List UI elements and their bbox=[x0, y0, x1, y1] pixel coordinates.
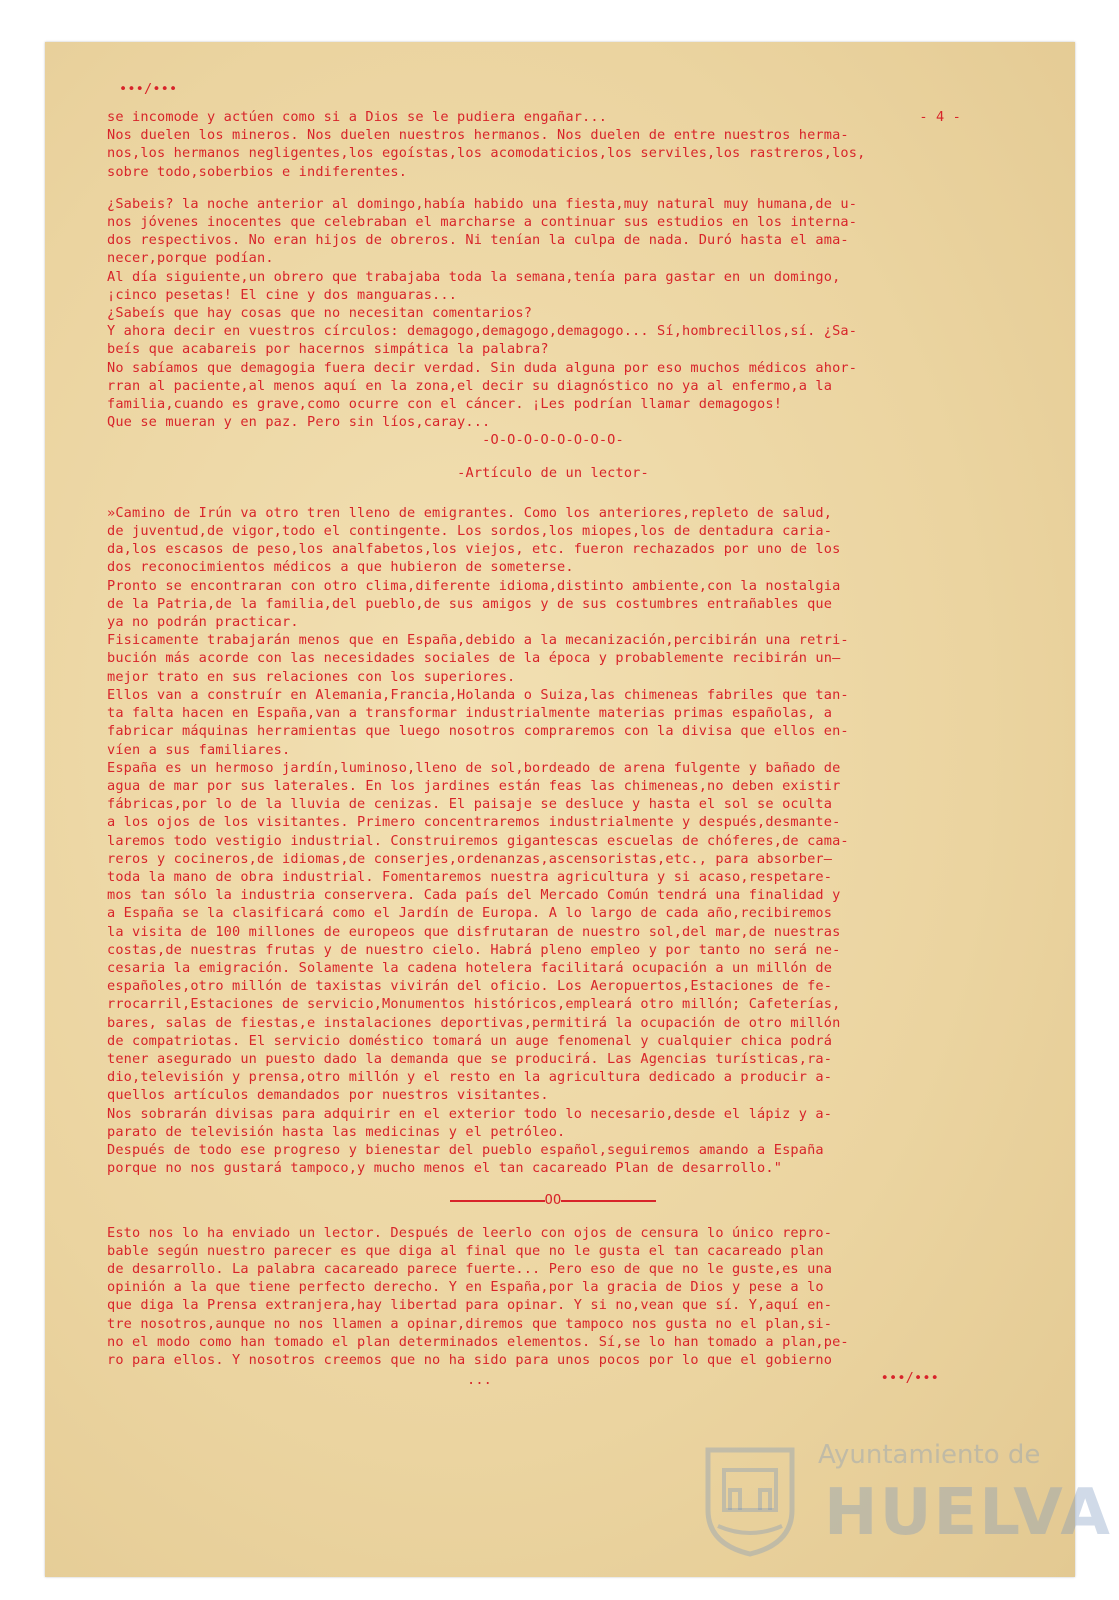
text-line: Al día siguiente,un obrero que trabajaba toda la semana,tenía para gastar en un domingo, bbox=[107, 268, 841, 285]
text-line: da,los escasos de peso,los analfabetos,los viejos, etc. fueron rechazados por uno de los bbox=[107, 541, 841, 558]
text-line: cesaria la emigración. Solamente la cadena hotelera facilitará ocupación a un millón de bbox=[107, 959, 833, 976]
text-line: tre nosotros,aunque no nos llamen a opinar,diremos que tampoco nos gusta no el plan,si- bbox=[107, 1315, 833, 1332]
separator-rule bbox=[107, 1191, 999, 1209]
text-line: opinión a la que tiene perfecto derecho. Y en España,por la gracia de Dios y pese a lo bbox=[107, 1279, 824, 1296]
text-line: necer,porque podían. bbox=[107, 250, 274, 267]
editor-comment bbox=[107, 1224, 999, 1370]
opening-paragraphs bbox=[107, 108, 999, 181]
text-line: parato de televisión hasta las medicinas y el petróleo. bbox=[107, 1123, 566, 1140]
text-line: porque no nos gustará tampoco,y mucho menos el tan cacareado Plan de desarrollo." bbox=[107, 1160, 783, 1177]
text-line: tener asegurado un puesto dado la demanda que se producirá. Las Agencias turísticas,ra- bbox=[107, 1050, 833, 1067]
separator-oo: OO bbox=[544, 1192, 562, 1209]
text-line: reros y cocineros,de idiomas,de conserjes,ordenanzas,ascensoristas,etc., para absorber— bbox=[107, 850, 833, 867]
text-line: ya no podrán practicar. bbox=[107, 614, 299, 631]
watermark-huelva bbox=[700, 1432, 1112, 1572]
text-line: ¡cinco pesetas! El cine y dos manguaras... bbox=[107, 286, 458, 303]
rule-left bbox=[450, 1200, 545, 1202]
page-footer bbox=[107, 1369, 999, 1391]
text-line: nos jóvenes inocentes que celebraban el marcharse a continuar sus estudios en los interna- bbox=[107, 214, 858, 231]
text-line: ¿Sabeis? la noche anterior al domingo,había habido una fiesta,muy natural muy humana,de u- bbox=[107, 195, 858, 212]
text-line: bares, salas de fiestas,e instalaciones deportivas,permitirá la ocupación de otro millón bbox=[107, 1014, 841, 1031]
text-line: Después de todo ese progreso y bienestar del pueblo español,seguiremos amando a España bbox=[107, 1141, 824, 1158]
text-line: españoles,otro millón de taxistas vivirán del oficio. Los Aeropuertos,Estaciones de fe- bbox=[107, 978, 833, 995]
bottom-dots: ... bbox=[467, 1372, 493, 1389]
text-line: Fisicamente trabajarán menos que en España,debido a la mecanización,percibirán una retri- bbox=[107, 632, 849, 649]
text-line: No sabíamos que demagogia fuera decir verdad. Sin duda alguna por eso muchos médicos ahor- bbox=[107, 359, 858, 376]
text-line: rran al paciente,al menos aquí en la zona,el decir su diagnóstico no ya al enfermo,a la bbox=[107, 377, 833, 394]
rule-right bbox=[561, 1200, 656, 1202]
text-line: Y ahora decir en vuestros círculos: demagogo,demagogo,demagogo... Sí,hombrecillos,sí. ¿Sa- bbox=[107, 323, 858, 340]
text-line: a España se la clasificará como el Jardín de Europa. A lo largo de cada año,recibiremos bbox=[107, 905, 833, 922]
watermark-line2: HUELVA bbox=[824, 1476, 1112, 1550]
text-line: no el modo como han tomado el plan determinados elementos. Sí,se lo han tomado a plan,pe- bbox=[107, 1333, 849, 1350]
text-line: toda la mano de obra industrial. Fomentaremos nuestra agricultura y si acaso,respetare- bbox=[107, 868, 833, 885]
text-line: Ellos van a construír en Alemania,Francia,Holanda o Suiza,las chimeneas fabriles que tan- bbox=[107, 686, 849, 703]
text-line: dos reconocimientos médicos a que hubieron de someterse. bbox=[107, 559, 574, 576]
text-line: a los ojos de los visitantes. Primero concentraremos industrialmente y después,desmante- bbox=[107, 814, 841, 831]
article-title: -Artículo de un lector- bbox=[457, 464, 649, 481]
text-line: Pronto se encontraran con otro clima,diferente idioma,distinto ambiente,con la nostalgia bbox=[107, 577, 841, 594]
text-line: dio,televisión y prensa,otro millón y el resto en la agricultura dedicado a producir a- bbox=[107, 1069, 833, 1086]
text-line: ta falta hacen en España,van a transformar industrialmente materias primas españolas, a bbox=[107, 705, 833, 722]
text-line: mejor trato en sus relaciones con los superiores. bbox=[107, 668, 516, 685]
text-line: que diga la Prensa extranjera,hay libertad para opinar. Y si no,vean que sí. Y,aquí en- bbox=[107, 1297, 833, 1314]
text-line: ro para ellos. Y nosotros creemos que no ha sido para unos pocos por lo que el gobierno bbox=[107, 1352, 833, 1368]
text-line: »Camino de Irún va otro tren lleno de emigrantes. Como los anteriores,repleto de salud, bbox=[107, 504, 833, 521]
text-line: fabricar máquinas herramientas que luego nosotros compraremos con la divisa que ellos en- bbox=[107, 723, 849, 740]
text-line: bución más acorde con las necesidades sociales de la época y probablemente recibirán un— bbox=[107, 650, 841, 667]
text-line: nos,los hermanos negligentes,los egoístas,los acomodaticios,los serviles,los rastreros,los, bbox=[107, 145, 866, 162]
continued-marker-bottom: •••/••• bbox=[880, 1370, 939, 1387]
section-sabeis bbox=[107, 195, 999, 432]
text-line: víen a sus familiares. bbox=[107, 741, 291, 758]
text-line: fábricas,por lo de la lluvia de cenizas. El paisaje se desluce y hasta el sol se oculta bbox=[107, 796, 833, 813]
text-line: de compatriotas. El servicio doméstico tomará un auge fenomenal y cualquier chica podrá bbox=[107, 1032, 833, 1049]
text-line: familia,cuando es grave,como ocurre con el cáncer. ¡Les podrían llamar demagogos! bbox=[107, 396, 783, 413]
text-line: sobre todo,soberbios e indiferentes. bbox=[107, 163, 408, 180]
text-line: rrocarril,Estaciones de servicio,Monumentos históricos,empleará otro millón; Cafeterías, bbox=[107, 996, 841, 1013]
continued-marker-top: •••/••• bbox=[119, 81, 178, 97]
text-line: de juventud,de vigor,todo el contingente. Los sordos,los miopes,los de dentadura caria- bbox=[107, 523, 833, 540]
text-line: Nos duelen los mineros. Nos duelen nuestros hermanos. Nos duelen de entre nuestros herma- bbox=[107, 127, 849, 144]
text-line: bable según nuestro parecer es que diga al final que no le gusta el tan cacareado plan bbox=[107, 1242, 824, 1259]
text-line: la visita de 100 millones de europeos que disfrutaran de nuestro sol,del mar,de nuestras bbox=[107, 923, 841, 940]
text-line: laremos todo vestigio industrial. Construiremos gigantescas escuelas de chóferes,de cama- bbox=[107, 832, 849, 849]
text-line: Que se mueran y en paz. Pero sin líos,caray... bbox=[107, 414, 491, 431]
reader-article bbox=[107, 504, 999, 1178]
text-line: agua de mar por sus laterales. En los jardines están feas las chimeneas,no deben existir bbox=[107, 777, 841, 794]
text-line: Esto nos lo ha enviado un lector. Después de leerlo con ojos de censura lo único repro- bbox=[107, 1224, 833, 1241]
text-line: quellos artículos demandados por nuestros visitantes. bbox=[107, 1087, 549, 1104]
text-line: de desarrollo. La palabra cacareado parece fuerte... Pero eso de que no le guste,es una bbox=[107, 1260, 833, 1277]
text-line: de la Patria,de la familia,del pueblo,de sus amigos y de sus costumbres entrañables que bbox=[107, 595, 833, 612]
text-line: se incomode y actúen como si a Dios se le pudiera engañar... bbox=[107, 109, 608, 125]
typed-document-body bbox=[107, 68, 999, 1391]
text-line: costas,de nuestras frutas y de nuestro cielo. Habrá pleno empleo y por tanto no será ne- bbox=[107, 941, 841, 958]
text-line: mos tan sólo la industria conservera. Cada país del Mercado Común tendrá una finalidad y bbox=[107, 887, 841, 904]
text-line: beís que acabareis por hacernos simpática la palabra? bbox=[107, 341, 549, 358]
text-line: Nos sobrarán divisas para adquirir en el exterior todo lo necesario,desde el lápiz y a- bbox=[107, 1105, 833, 1122]
separator-dots: -O-O-O-O-O-O-O-O- bbox=[482, 432, 624, 449]
page-number: - 4 - bbox=[919, 109, 961, 125]
text-line: dos respectivos. No eran hijos de obreros. Ni tenían la culpa de nada. Duró hasta el ama- bbox=[107, 232, 849, 249]
watermark-line1: Ayuntamiento de bbox=[818, 1440, 1041, 1470]
city-seal-icon bbox=[700, 1440, 800, 1558]
text-line: ¿Sabeís que hay cosas que no necesitan comentarios? bbox=[107, 305, 533, 322]
text-line: España es un hermoso jardín,luminoso,lleno de sol,bordeado de arena fulgente y bañado de bbox=[107, 759, 841, 776]
